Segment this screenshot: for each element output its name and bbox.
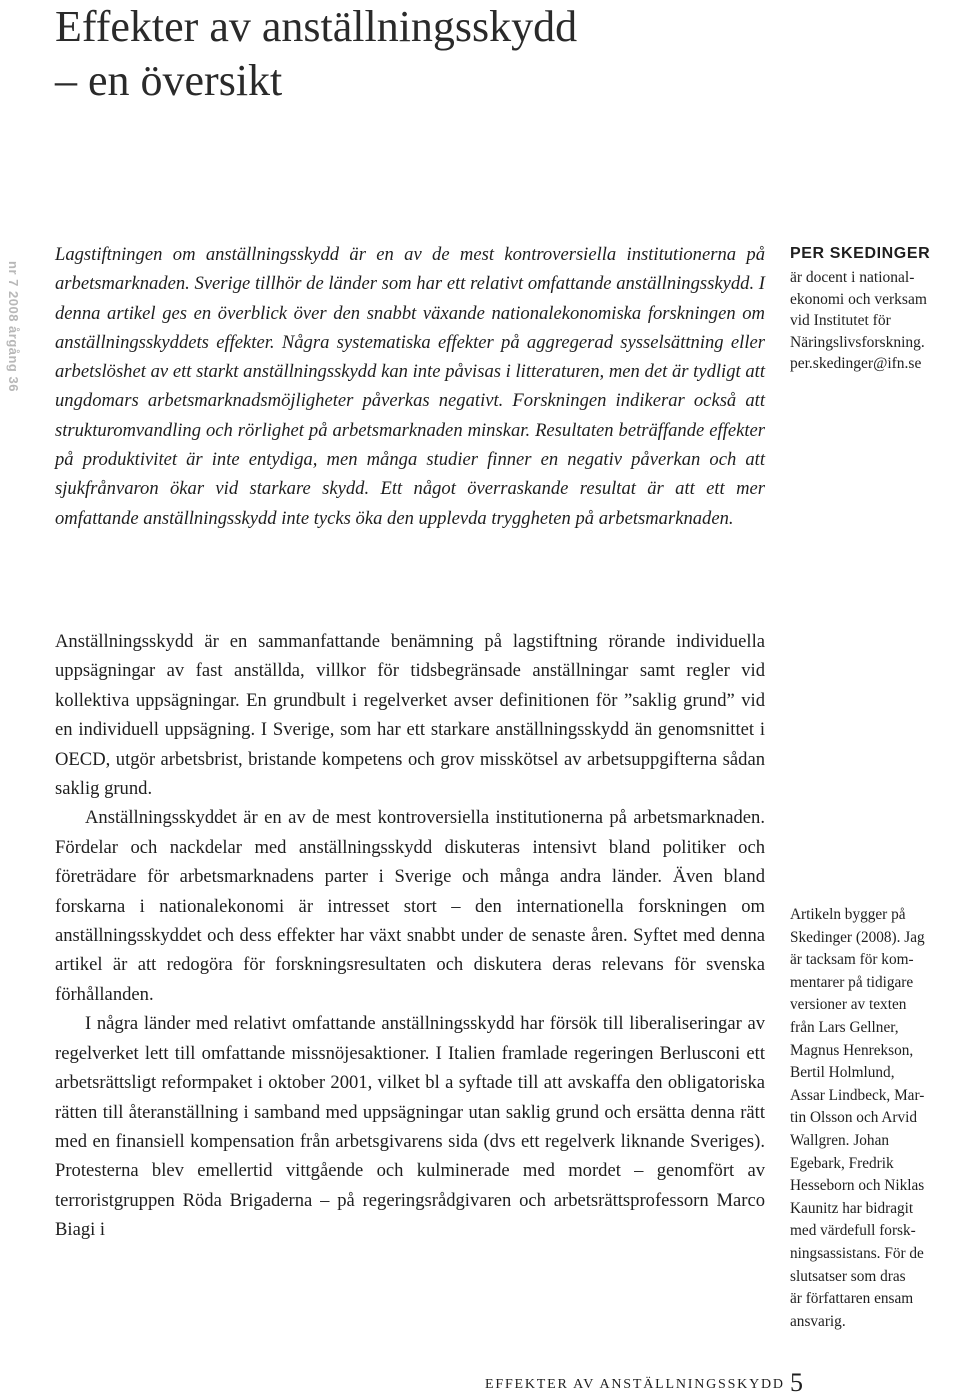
article-title-line-2: – en översikt [55,56,283,105]
footnote-line: med värdefull forsk- [790,1222,916,1240]
footnote-line: Hesseborn och Niklas [790,1177,925,1195]
footnote-line: är författaren ensam [790,1290,914,1308]
ingress-paragraph: Lagstiftningen om anställningsskydd är en av de mest kontroversiella institutionerna på arbetsmarknaden. Sverige tillhör de länder som har ett relativt omfattande anställningsskydd. I denna artikel ges en överblick över den snabbt växande nationalekonomiska forskningen om anställningsskyddets effekter. Några systematiska effekter på aggregerad sysselsättning eller arbetslöshet av ett starkt anställningsskydd kan inte påvisas i litteraturen, men det är tydligt att ungdomars arbetsmarknadsmöjligheter påverkas negativt. Forskningen indikerar också att strukturomvandling och rörlighet på arbetsmarknaden minskar. Resultaten beträffande effekter på produktivitet är inte entydiga, men många studier finner en negativ påverkan och att sjukfrånvaron ökar vid starkare skydd. Ett något överraskande resultat är att ett mer omfattande anställningsskydd inte tycks öka den upplevda tryggheten på arbetsmarknaden. [55,244,765,529]
body-paragraph-3: I några länder med relativt omfattande anställningsskydd har försök till liberaliseringar av regelverket lett till omfattande missnöjesaktioner. I Italien framlade regeringen Berlusconi ett arbetsrättsligt reformpaket i oktober 2001, vilket bl a syftade till att avskaffa den obligatoriska rätten till återanställning i samband med uppsägningar utan saklig grund och ersätta denna rätt med en finansiell kompensation från arbetsgivarens sida (dvs ett regelverk liknande Sveriges). Protesterna blev emellertid vittgående och kulminerade med mordet – genomfört av terroristgruppen Röda Brigaderna – på regeringsrådgivaren och arbetsrättsprofessorn Marco Biagi i [55,1013,765,1241]
running-header: EFFEKTER AV ANSTÄLLNINGSSKYDD [485,1377,785,1392]
author-bio-line: vid Institutet för [790,312,891,329]
footnote-line: mentarer på tidigare [790,973,914,991]
footnote-line: Egebark, Fredrik [790,1154,894,1172]
issue-label-text: nr 7 2008 årgång 36 [5,260,21,392]
body-paragraph-2: Anställningsskyddet är en av de mest kontroversiella institutionerna på arbetsmarknaden. Fördelar och nackdelar med anställningsskydd diskuteras intensivt bland politiker och företrädare för arbetsmarknadens parter i Sverige och många andra länder. Även bland forskarna i nationalekonomi är intresset stort – den internationella forskningen om anställningsskyddet och dess effekter har växt snabbt under de senaste åren. Syftet med denna artikel är att redogöra för forskningsresultaten och diskutera deras relevans för svenska förhållanden. [55,807,765,1005]
author-bio-line: Näringslivsforskning. [790,333,925,351]
footnote-line: Kaunitz har bidragit [790,1199,914,1217]
author-box [790,243,960,375]
footnote-line: Artikeln bygger på [790,906,906,923]
body-paragraph-1: Anställningsskydd är en sammanfattande benämning på lagstiftning rörande individuella uppsägningar av fast anställda, villkor för tidsbegränsade anställningar samt regler vid kollektiva uppsägningar. En grundbult i regelverket avser definitionen för ”saklig grund” vid en individuell uppsägning. I Sverige, som har ett starkare anställningsskydd än genomsnittet i OECD, utgör arbetsbrist, bristande kompetens och grov misskötsel av arbetsuppgifterna sådan saklig grund. [55,631,765,800]
article-title [55,0,875,108]
footnote-line: Bertil Holmlund, [790,1064,895,1082]
footnote-line: ansvarig. [790,1312,846,1330]
author-email: per.skedinger@ifn.se [790,355,922,372]
footnote-line: versioner av texten [790,996,907,1014]
author-name: PER SKEDINGER [790,245,931,262]
footnote-line: ningsassistans. För de [790,1244,924,1262]
author-bio-line: är docent i national- [790,269,915,286]
footnote-line: Wallgren. Johan [790,1131,890,1149]
body-text [55,627,765,1245]
footnote-line: Skedinger (2008). Jag [790,928,925,946]
article-title-line-1: Effekter av anställningsskydd [55,2,578,51]
footnote-line: slutsatser som dras [790,1267,906,1285]
footnote-line: tin Olsson och Arvid [790,1109,918,1127]
footnote-line: Assar Lindbeck, Mar- [790,1086,925,1104]
page-number: 5 [790,1368,803,1397]
footnote-line: Magnus Henrekson, [790,1041,914,1059]
issue-label [1,240,25,412]
author-bio-line: ekonomi och verksam [790,290,927,308]
sidebar-footnote [790,904,960,1333]
footnote-line: är tacksam för kom- [790,951,914,969]
footnote-line: från Lars Gellner, [790,1018,899,1036]
